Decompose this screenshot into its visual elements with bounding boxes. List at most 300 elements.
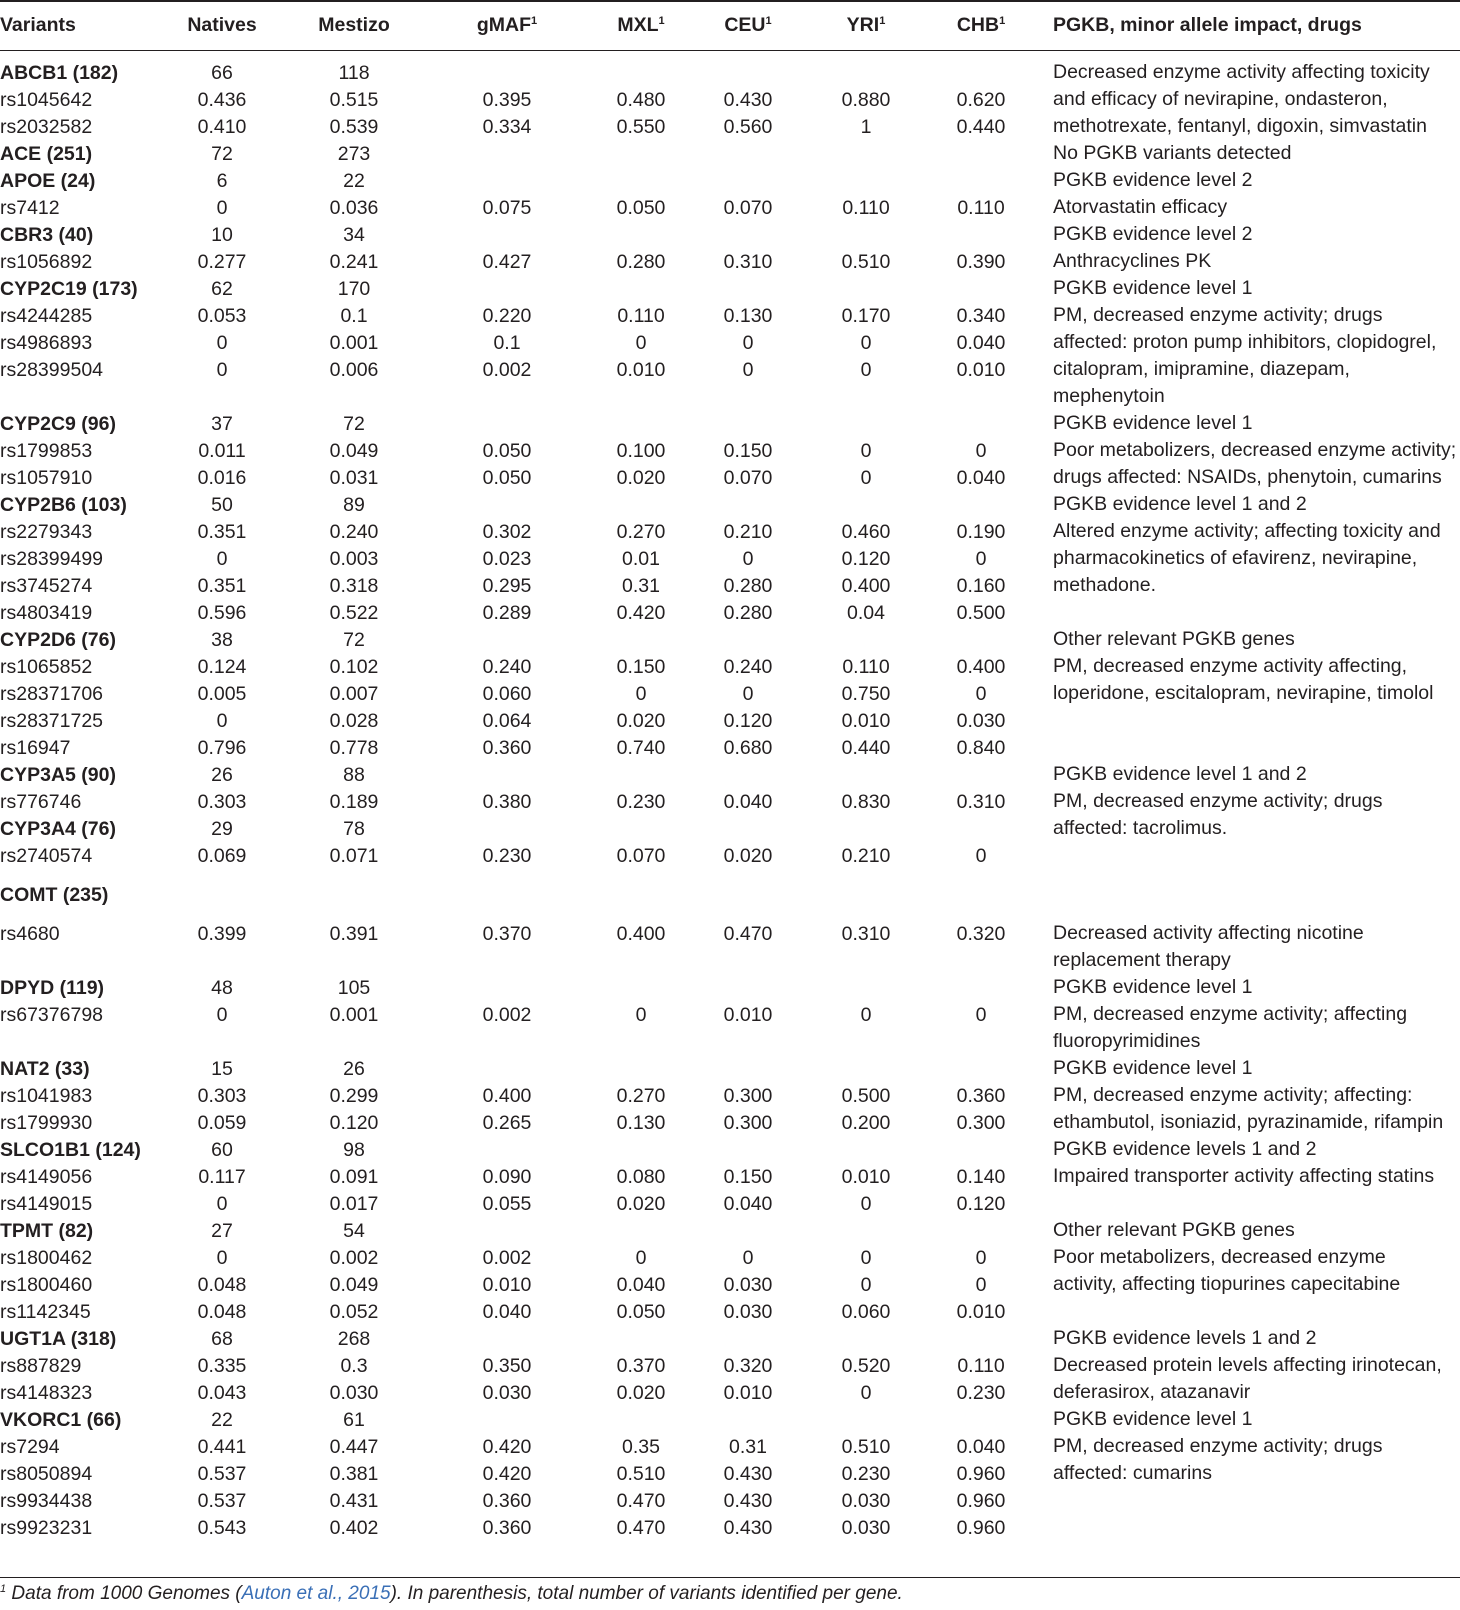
- yri-value-cell: 0.310: [841, 923, 891, 945]
- natives-value-cell: 37: [211, 413, 233, 435]
- yri-value-cell: 0.460: [841, 521, 891, 543]
- gene-name-cell: COMT (235): [0, 884, 109, 906]
- ceu-value-cell: 0.070: [723, 197, 773, 219]
- mxl-value-cell: [590, 1136, 692, 1164]
- mxl-value-cell: [590, 815, 692, 843]
- mestizo-value-cell: 0.1: [340, 305, 368, 327]
- natives-value-cell: 0.441: [197, 1436, 247, 1458]
- mestizo-value-cell: 0.539: [329, 116, 379, 138]
- chb-value-cell: [930, 275, 1032, 303]
- chb-value-cell: 0.400: [956, 656, 1006, 678]
- ceu-value-cell: 0.130: [723, 305, 773, 327]
- header-rule: [0, 50, 1460, 51]
- chb-value-cell: [930, 491, 1032, 519]
- natives-value-cell: 0.796: [197, 737, 247, 759]
- ceu-value-cell: [697, 974, 799, 1002]
- gmaf-value-cell: 0.334: [482, 116, 532, 138]
- chb-value-cell: 0.340: [956, 305, 1006, 327]
- pgkb-note-line: No PGKB variants detected: [1053, 142, 1292, 164]
- chb-value-cell: 0.040: [956, 332, 1006, 354]
- chb-value-cell: [930, 59, 1032, 87]
- mestizo-value-cell: 0.381: [329, 1463, 379, 1485]
- ceu-value-cell: 0.300: [723, 1112, 773, 1134]
- citation-link[interactable]: Auton et al., 2015: [241, 1583, 391, 1604]
- pgkb-note-line: Altered enzyme activity; affecting toxicity and: [1053, 520, 1441, 542]
- gmaf-value-cell: 0.400: [482, 1085, 532, 1107]
- mestizo-value-cell: 0.028: [329, 710, 379, 732]
- pgkb-note-line: methadone.: [1053, 574, 1156, 596]
- yri-value-cell: [815, 59, 917, 87]
- variant-id-cell: rs9934438: [0, 1490, 93, 1512]
- pgkb-note-line: Poor metabolizers, decreased enzyme: [1053, 1246, 1386, 1268]
- gmaf-value-cell: 0.060: [482, 683, 532, 705]
- gmaf-value-cell: [455, 221, 559, 249]
- ceu-value-cell: 0: [742, 359, 754, 381]
- gmaf-value-cell: 0.265: [482, 1112, 532, 1134]
- mestizo-value-cell: 0.431: [329, 1490, 379, 1512]
- yri-value-cell: 0: [860, 1274, 872, 1296]
- natives-value-cell: 0.543: [197, 1517, 247, 1539]
- ceu-value-cell: 0.430: [723, 1517, 773, 1539]
- chb-value-cell: [930, 410, 1032, 438]
- yri-value-cell: [815, 221, 917, 249]
- mestizo-value-cell: 273: [337, 143, 371, 165]
- mxl-value-cell: 0: [635, 332, 647, 354]
- variant-id-cell: rs1056892: [0, 251, 93, 273]
- mestizo-value-cell: 0.515: [329, 89, 379, 111]
- mestizo-value-cell: 26: [343, 1058, 365, 1080]
- yri-value-cell: 0: [860, 440, 872, 462]
- mestizo-value-cell: 0.003: [329, 548, 379, 570]
- variant-id-cell: rs16947: [0, 737, 71, 759]
- header-row: [0, 0, 1460, 50]
- ceu-value-cell: [697, 1055, 799, 1083]
- variant-row: [0, 1190, 1460, 1218]
- gmaf-value-cell: 0.002: [482, 1247, 532, 1269]
- header-chb: CHB$^1$: [956, 14, 1006, 36]
- chb-value-cell: 0.960: [956, 1517, 1006, 1539]
- mestizo-value-cell: 0.049: [329, 1274, 379, 1296]
- chb-value-cell: 0.230: [956, 1382, 1006, 1404]
- chb-value-cell: [930, 1325, 1032, 1353]
- gmaf-value-cell: 0.030: [482, 1382, 532, 1404]
- pgkb-note-line: PM, decreased enzyme activity; drugs: [1053, 1435, 1383, 1457]
- mestizo-value-cell: 0.120: [329, 1112, 379, 1134]
- yri-value-cell: 0: [860, 332, 872, 354]
- mestizo-value-cell: 0.049: [329, 440, 379, 462]
- chb-value-cell: 0: [975, 548, 987, 570]
- mestizo-value-cell: 0.299: [329, 1085, 379, 1107]
- mxl-value-cell: [590, 491, 692, 519]
- mestizo-value-cell: 0.071: [329, 845, 379, 867]
- pgkb-note-line: PGKB evidence level 1: [1053, 277, 1253, 299]
- yri-value-cell: [815, 1055, 917, 1083]
- variant-id-cell: rs4680: [0, 923, 60, 945]
- yri-value-cell: 0: [860, 467, 872, 489]
- ceu-value-cell: [697, 881, 799, 909]
- natives-value-cell: 0.303: [197, 1085, 247, 1107]
- yri-value-cell: 0.210: [841, 845, 891, 867]
- gmaf-value-cell: 0.002: [482, 1004, 532, 1026]
- pgkb-note-line: PGKB evidence level 1 and 2: [1053, 493, 1307, 515]
- mestizo-value-cell: 170: [337, 278, 371, 300]
- natives-value-cell: 0: [216, 1247, 228, 1269]
- variant-row: [0, 842, 1460, 870]
- chb-value-cell: 0.010: [956, 359, 1006, 381]
- natives-value-cell: 0.011: [198, 440, 246, 462]
- pgkb-note-line: ethambutol, isoniazid, pyrazinamide, rifampin: [1053, 1111, 1444, 1133]
- yri-value-cell: 0: [860, 1247, 872, 1269]
- chb-value-cell: 0.040: [956, 1436, 1006, 1458]
- natives-value-cell: 50: [211, 494, 233, 516]
- mestizo-value-cell: 0.447: [329, 1436, 379, 1458]
- natives-value-cell: 60: [211, 1139, 233, 1161]
- chb-value-cell: [930, 881, 1032, 909]
- variant-row: [0, 707, 1460, 735]
- mxl-value-cell: [590, 140, 692, 168]
- gmaf-value-cell: 0.075: [482, 197, 532, 219]
- gene-name-cell: CYP2C19 (173): [0, 278, 138, 300]
- gmaf-value-cell: [455, 761, 559, 789]
- pgkb-note-line: replacement therapy: [1053, 949, 1231, 971]
- mestizo-value-cell: 0.778: [329, 737, 379, 759]
- yri-value-cell: 0: [860, 1193, 872, 1215]
- gmaf-value-cell: [455, 167, 559, 195]
- gmaf-value-cell: 0.295: [482, 575, 532, 597]
- pgkb-note-line: PM, decreased enzyme activity; affecting:: [1053, 1084, 1413, 1106]
- ceu-value-cell: [697, 59, 799, 87]
- chb-value-cell: [930, 626, 1032, 654]
- chb-value-cell: 0.300: [956, 1112, 1006, 1134]
- yri-value-cell: 0.120: [841, 548, 891, 570]
- variant-id-cell: rs1065852: [0, 656, 93, 678]
- gmaf-value-cell: 0.002: [482, 359, 532, 381]
- yri-value-cell: 0.510: [841, 251, 891, 273]
- ceu-value-cell: 0: [742, 683, 754, 705]
- pgkb-note-line: PM, decreased enzyme activity; affecting: [1053, 1003, 1408, 1025]
- mxl-value-cell: 0.470: [616, 1490, 666, 1512]
- mxl-value-cell: 0.35: [622, 1436, 660, 1458]
- variant-row: [0, 1487, 1460, 1515]
- natives-value-cell: 0.351: [197, 521, 247, 543]
- gene-name-cell: ACE (251): [0, 143, 93, 165]
- mestizo-value-cell: 0.007: [329, 683, 379, 705]
- chb-value-cell: [930, 1217, 1032, 1245]
- chb-value-cell: 0.120: [956, 1193, 1006, 1215]
- ceu-value-cell: 0.010: [723, 1004, 773, 1026]
- gmaf-value-cell: 0.010: [482, 1274, 532, 1296]
- header-variants: Variants: [0, 14, 76, 36]
- variant-id-cell: rs2740574: [0, 845, 93, 867]
- header-mestizo: Mestizo: [318, 14, 390, 36]
- mxl-value-cell: 0: [635, 1247, 647, 1269]
- ceu-value-cell: [697, 761, 799, 789]
- variant-id-cell: rs28399504: [0, 359, 104, 381]
- mxl-value-cell: 0.020: [616, 1382, 666, 1404]
- ceu-value-cell: [697, 167, 799, 195]
- mxl-value-cell: 0.020: [616, 1193, 666, 1215]
- yri-value-cell: [815, 974, 917, 1002]
- natives-value-cell: 62: [211, 278, 233, 300]
- variant-id-cell: rs67376798: [0, 1004, 104, 1026]
- mxl-value-cell: 0.400: [616, 923, 666, 945]
- pgkb-note-line: Anthracyclines PK: [1053, 250, 1212, 272]
- mestizo-value-cell: 0.002: [329, 1247, 379, 1269]
- chb-value-cell: 0.030: [956, 710, 1006, 732]
- mxl-value-cell: [590, 974, 692, 1002]
- gmaf-value-cell: [455, 410, 559, 438]
- pgkb-note-line: PGKB evidence levels 1 and 2: [1053, 1138, 1317, 1160]
- gmaf-value-cell: 0.230: [482, 845, 532, 867]
- ceu-value-cell: 0.150: [723, 440, 773, 462]
- chb-value-cell: 0.190: [956, 521, 1006, 543]
- gmaf-value-cell: 0.302: [482, 521, 532, 543]
- yri-value-cell: [815, 1406, 917, 1434]
- natives-value-cell: 38: [211, 629, 233, 651]
- ceu-value-cell: 0: [742, 548, 754, 570]
- variant-id-cell: rs7412: [0, 197, 60, 219]
- gmaf-value-cell: [455, 491, 559, 519]
- ceu-value-cell: [697, 1325, 799, 1353]
- natives-value-cell: 0: [216, 359, 228, 381]
- yri-value-cell: [815, 1217, 917, 1245]
- pgkb-note-line: affected: cumarins: [1053, 1462, 1212, 1484]
- ceu-value-cell: 0.470: [723, 923, 773, 945]
- natives-value-cell: 72: [211, 143, 233, 165]
- yri-value-cell: 0.440: [841, 737, 891, 759]
- gmaf-value-cell: 0.023: [482, 548, 532, 570]
- natives-value-cell: 68: [211, 1328, 233, 1350]
- gmaf-value-cell: 0.289: [482, 602, 532, 624]
- mxl-value-cell: 0.010: [616, 359, 666, 381]
- chb-value-cell: 0: [975, 440, 987, 462]
- ceu-value-cell: 0.430: [723, 1463, 773, 1485]
- mxl-value-cell: 0: [635, 1004, 647, 1026]
- ceu-value-cell: [697, 140, 799, 168]
- mxl-value-cell: [590, 626, 692, 654]
- mestizo-value-cell: 0.189: [329, 791, 379, 813]
- yri-value-cell: 0.880: [841, 89, 891, 111]
- gene-name-cell: VKORC1 (66): [0, 1409, 122, 1431]
- mestizo-value-cell: [300, 881, 408, 909]
- gmaf-value-cell: 0.350: [482, 1355, 532, 1377]
- pgkb-note-line: PGKB evidence level 1: [1053, 412, 1253, 434]
- mxl-value-cell: [590, 59, 692, 87]
- variant-id-cell: rs4244285: [0, 305, 93, 327]
- mxl-value-cell: 0.040: [616, 1274, 666, 1296]
- natives-value-cell: [170, 881, 274, 909]
- yri-value-cell: 0.110: [842, 197, 890, 219]
- variant-row: [0, 1298, 1460, 1326]
- ceu-value-cell: [697, 491, 799, 519]
- mxl-value-cell: 0.740: [616, 737, 666, 759]
- ceu-value-cell: [697, 815, 799, 843]
- gene-name-cell: ABCB1 (182): [0, 62, 119, 84]
- yri-value-cell: [815, 761, 917, 789]
- ceu-value-cell: 0.010: [723, 1382, 773, 1404]
- natives-value-cell: 0.048: [197, 1301, 247, 1323]
- variant-row: [0, 599, 1460, 627]
- mestizo-value-cell: 0.091: [329, 1166, 379, 1188]
- natives-value-cell: 27: [211, 1220, 233, 1242]
- ceu-value-cell: [697, 221, 799, 249]
- ceu-value-cell: 0.430: [723, 1490, 773, 1512]
- mxl-value-cell: 0.420: [616, 602, 666, 624]
- ceu-value-cell: 0.300: [723, 1085, 773, 1107]
- natives-value-cell: 29: [211, 818, 233, 840]
- chb-value-cell: 0.960: [956, 1463, 1006, 1485]
- mestizo-value-cell: 72: [343, 413, 365, 435]
- gmaf-value-cell: [455, 1136, 559, 1164]
- variant-id-cell: rs7294: [0, 1436, 60, 1458]
- yri-value-cell: 0: [860, 1004, 872, 1026]
- gene-name-cell: APOE (24): [0, 170, 96, 192]
- pgkb-note-line: Atorvastatin efficacy: [1053, 196, 1228, 218]
- variant-id-cell: rs4148323: [0, 1382, 93, 1404]
- chb-value-cell: 0: [975, 1004, 987, 1026]
- gene-name-cell: UGT1A (318): [0, 1328, 117, 1350]
- chb-value-cell: 0.360: [956, 1085, 1006, 1107]
- natives-value-cell: 0.069: [197, 845, 247, 867]
- chb-value-cell: [930, 761, 1032, 789]
- gmaf-value-cell: [455, 1325, 559, 1353]
- yri-value-cell: [815, 1325, 917, 1353]
- ceu-value-cell: 0.120: [723, 710, 773, 732]
- ceu-value-cell: 0.150: [723, 1166, 773, 1188]
- yri-value-cell: 0.030: [841, 1490, 891, 1512]
- natives-value-cell: 0.351: [197, 575, 247, 597]
- gmaf-value-cell: 0.360: [482, 1517, 532, 1539]
- natives-value-cell: 0: [216, 710, 228, 732]
- variant-id-cell: rs4986893: [0, 332, 93, 354]
- gmaf-value-cell: 0.360: [482, 737, 532, 759]
- variant-id-cell: rs1799930: [0, 1112, 93, 1134]
- mxl-value-cell: 0: [635, 683, 647, 705]
- variant-id-cell: rs2032582: [0, 116, 93, 138]
- chb-value-cell: [930, 1055, 1032, 1083]
- natives-value-cell: 0.059: [197, 1112, 247, 1134]
- natives-value-cell: 0.537: [197, 1490, 247, 1512]
- variant-id-cell: rs28371706: [0, 683, 104, 705]
- chb-value-cell: [930, 1136, 1032, 1164]
- gmaf-value-cell: [455, 275, 559, 303]
- chb-value-cell: 0.310: [956, 791, 1006, 813]
- variant-id-cell: rs28399499: [0, 548, 104, 570]
- variant-id-cell: rs4149056: [0, 1166, 93, 1188]
- mestizo-value-cell: 105: [337, 977, 371, 999]
- mxl-value-cell: [590, 221, 692, 249]
- gene-row: [0, 881, 1460, 909]
- chb-value-cell: 0.010: [956, 1301, 1006, 1323]
- mxl-value-cell: [590, 167, 692, 195]
- yri-value-cell: [815, 275, 917, 303]
- pgkb-note-line: PGKB evidence level 1: [1053, 1408, 1253, 1430]
- natives-value-cell: 0.335: [197, 1355, 247, 1377]
- yri-value-cell: 0.010: [841, 710, 891, 732]
- gene-name-cell: DPYD (119): [0, 977, 105, 999]
- mestizo-value-cell: 0.391: [329, 923, 379, 945]
- mxl-value-cell: [590, 410, 692, 438]
- ceu-value-cell: 0.310: [723, 251, 773, 273]
- natives-value-cell: 0.053: [197, 305, 247, 327]
- variant-id-cell: rs776746: [0, 791, 82, 813]
- mestizo-value-cell: 72: [343, 629, 365, 651]
- gene-name-cell: NAT2 (33): [0, 1058, 90, 1080]
- natives-value-cell: 15: [211, 1058, 233, 1080]
- pgkb-note-line: affected: tacrolimus.: [1053, 817, 1228, 839]
- variant-id-cell: rs9923231: [0, 1517, 93, 1539]
- ceu-value-cell: [697, 1217, 799, 1245]
- pgkb-note-line: activity, affecting tiopurines capecitabine: [1053, 1273, 1401, 1295]
- pgkb-note-line: Impaired transporter activity affecting statins: [1053, 1165, 1435, 1187]
- ceu-value-cell: 0.680: [723, 737, 773, 759]
- mxl-value-cell: 0.01: [622, 548, 660, 570]
- yri-value-cell: 0.060: [841, 1301, 891, 1323]
- chb-value-cell: 0: [975, 1274, 987, 1296]
- mestizo-value-cell: 0.241: [329, 251, 379, 273]
- mestizo-value-cell: 0.522: [329, 602, 379, 624]
- yri-value-cell: [815, 1136, 917, 1164]
- variant-id-cell: rs887829: [0, 1355, 82, 1377]
- yri-value-cell: 0.520: [841, 1355, 891, 1377]
- gmaf-value-cell: [455, 626, 559, 654]
- ceu-value-cell: 0.280: [723, 575, 773, 597]
- yri-value-cell: [815, 881, 917, 909]
- mxl-value-cell: 0.230: [616, 791, 666, 813]
- mxl-value-cell: [590, 761, 692, 789]
- yri-value-cell: 0.750: [841, 683, 891, 705]
- yri-value-cell: 1: [860, 116, 872, 138]
- pgkb-note-line: PM, decreased enzyme activity; drugs: [1053, 304, 1383, 326]
- pgkb-note-line: and efficacy of nevirapine, ondasteron,: [1053, 88, 1388, 110]
- natives-value-cell: 0.436: [197, 89, 247, 111]
- variant-id-cell: rs1799853: [0, 440, 93, 462]
- yri-value-cell: 0.400: [841, 575, 891, 597]
- natives-value-cell: 0.005: [197, 683, 247, 705]
- chb-value-cell: [930, 221, 1032, 249]
- variant-id-cell: rs1057910: [0, 467, 93, 489]
- gmaf-value-cell: [455, 974, 559, 1002]
- chb-value-cell: 0.110: [957, 1355, 1005, 1377]
- chb-value-cell: 0: [975, 1247, 987, 1269]
- gmaf-value-cell: 0.427: [482, 251, 532, 273]
- variant-id-cell: rs8050894: [0, 1463, 93, 1485]
- mestizo-value-cell: 0.240: [329, 521, 379, 543]
- mxl-value-cell: 0.050: [616, 197, 666, 219]
- chb-value-cell: 0.140: [956, 1166, 1006, 1188]
- ceu-value-cell: 0.030: [723, 1301, 773, 1323]
- mxl-value-cell: [590, 1325, 692, 1353]
- mxl-value-cell: 0.020: [616, 467, 666, 489]
- natives-value-cell: 0.277: [197, 251, 247, 273]
- pgkb-note-line: pharmacokinetics of efavirenz, nevirapine,: [1053, 547, 1418, 569]
- yri-value-cell: 0.500: [841, 1085, 891, 1107]
- yri-value-cell: 0.510: [841, 1436, 891, 1458]
- gmaf-value-cell: 0.064: [482, 710, 532, 732]
- natives-value-cell: 0.124: [197, 656, 247, 678]
- gmaf-value-cell: 0.370: [482, 923, 532, 945]
- ceu-value-cell: 0.280: [723, 602, 773, 624]
- mxl-value-cell: 0.280: [616, 251, 666, 273]
- variant-row: [0, 1514, 1460, 1542]
- ceu-value-cell: [697, 626, 799, 654]
- mxl-value-cell: 0.130: [616, 1112, 666, 1134]
- pgkb-note-line: Decreased protein levels affecting irinotecan,: [1053, 1354, 1442, 1376]
- natives-value-cell: 0.117: [198, 1166, 246, 1188]
- pgkb-note-line: PGKB evidence levels 1 and 2: [1053, 1327, 1317, 1349]
- ceu-value-cell: 0: [742, 1247, 754, 1269]
- yri-value-cell: 0.170: [841, 305, 891, 327]
